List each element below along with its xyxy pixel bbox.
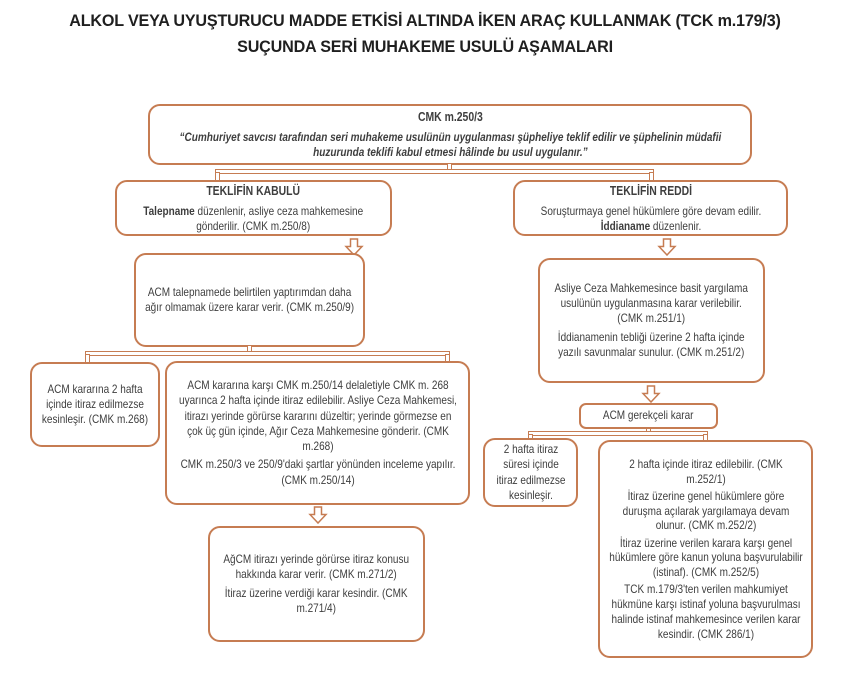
node-itiraz-detay-sol [165,361,470,505]
node-paragraph: ACM kararına karşı CMK m.250/14 delaletiyle CMK m. 268 uyarınca 2 hafta içinde itiraz edilebilir. Asliye Ceza Mahkemesi, itirazı yerinde görürse kararını düzeltir; yerinde görmezse en çok üç gün içinde, Ağır Ceza Mahkemesine gönderir. (CMK m.268) [178,378,457,454]
down-arrow-icon [657,238,677,256]
node-teklifin-kabulu [115,180,392,236]
connector-acm-bar [85,351,450,356]
node-paragraph: CMK m.250/3 ve 250/9'daki şartlar yönünden inceleme yapılır. (CMK m.250/14) [180,457,455,487]
node-text: 2 hafta itiraz süresi içinde itiraz edilmezse kesinleşir. [496,442,565,502]
text-line-2 [523,219,778,234]
node-itiraz-edilmezse-sol [30,362,160,447]
node-text: ACM talepnamede belirtilen yaptırımdan daha ağır olmamak üzere karar verir. (CMK m.250/9) [145,284,354,314]
node-paragraph: TCK m.179/3'ten verilen mahkumiyet hükmüne karşı istinaf yoluna başvurulması halinde istinaf mahkemesince verilen karar kesindir. (CMK 286/1) [611,582,800,641]
node-paragraph: AğCM itirazı yerinde görürse itiraz konusu hakkında karar verir. (CMK m.271/2) [223,552,410,582]
node-heading: TEKLİFİN KABULÜ [206,183,301,198]
bold-lead: İddianame [600,218,650,233]
text-line-1: Soruşturmaya genel hükümlere göre devam edilir. [540,203,761,218]
page-title [21,8,829,61]
node-paragraph: İtiraz üzerine verdiği karar kesindir. (CMK m.271/4) [225,585,408,615]
node-quote: “Cumhuriyet savcısı tarafından seri muhakeme usulünün uygulanması şüpheliye teklif edilir ve şüphelinin müdafii huzurunda teklifi kabul etmesi hâlinde bu usul uygulanır.” [179,130,721,160]
node-itiraz-edilmezse-sag [483,438,578,507]
node-paragraph: İddianamenin tebliği üzerine 2 hafta içinde yazılı savunmalar sunulur. (CMK m.251/2) [558,329,745,359]
node-teklifin-reddi [513,180,788,236]
node-agcm-karar [208,526,425,642]
node-text [523,204,778,234]
page-title-line-2: SUÇUNDA SERİ MUHAKEME USULÜ AŞAMALARI [237,37,613,57]
node-cmk-250-3 [148,104,752,165]
node-paragraph: 2 hafta içinde itiraz edilebilir. (CMK m.252/1) [628,456,783,486]
node-paragraph: İtiraz üzerine verilen karara karşı genel hükümlere göre kanun yoluna başvurulabilir (istinaf). (CMK m.252/5) [608,535,803,579]
text-rest: düzenlenir. [649,218,701,233]
node-paragraph: Asliye Ceza Mahkemesince basit yargılama usulünün uygulanmasına karar verilebilir. (CMK m.251/1) [554,280,749,326]
text-rest: düzenlenir, asliye ceza mahkemesine gönderilir. (CMK m.250/8) [195,203,364,233]
page-title-line-1: ALKOL VEYA UYUŞTURUCU MADDE ETKİSİ ALTINDA İKEN ARAÇ KULLANMAK (TCK m.179/3) [69,11,781,30]
connector-gerekceli-bar [528,431,708,436]
node-itiraz-detay-sag [598,440,813,658]
node-asliye-basit [538,258,765,383]
connector-root-bar [215,169,654,174]
bold-lead: Talepname [143,203,196,218]
down-arrow-icon [641,385,661,403]
node-text: ACM kararına 2 hafta içinde itiraz edilmezse kesinleşir. (CMK m.268) [41,381,149,427]
node-heading: TEKLİFİN REDDİ [609,183,692,198]
node-paragraph: İtiraz üzerine genel hükümlere göre duruşma açılarak yargılamaya devam olunur. (CMK m.252/2) [622,488,789,533]
node-acm-yaptirim [134,253,365,347]
node-heading: CMK m.250/3 [417,110,483,125]
node-text: ACM gerekçeli karar [603,408,694,423]
node-text [125,204,382,234]
down-arrow-icon [308,506,328,524]
node-acm-gerekceli-karar [579,403,718,429]
